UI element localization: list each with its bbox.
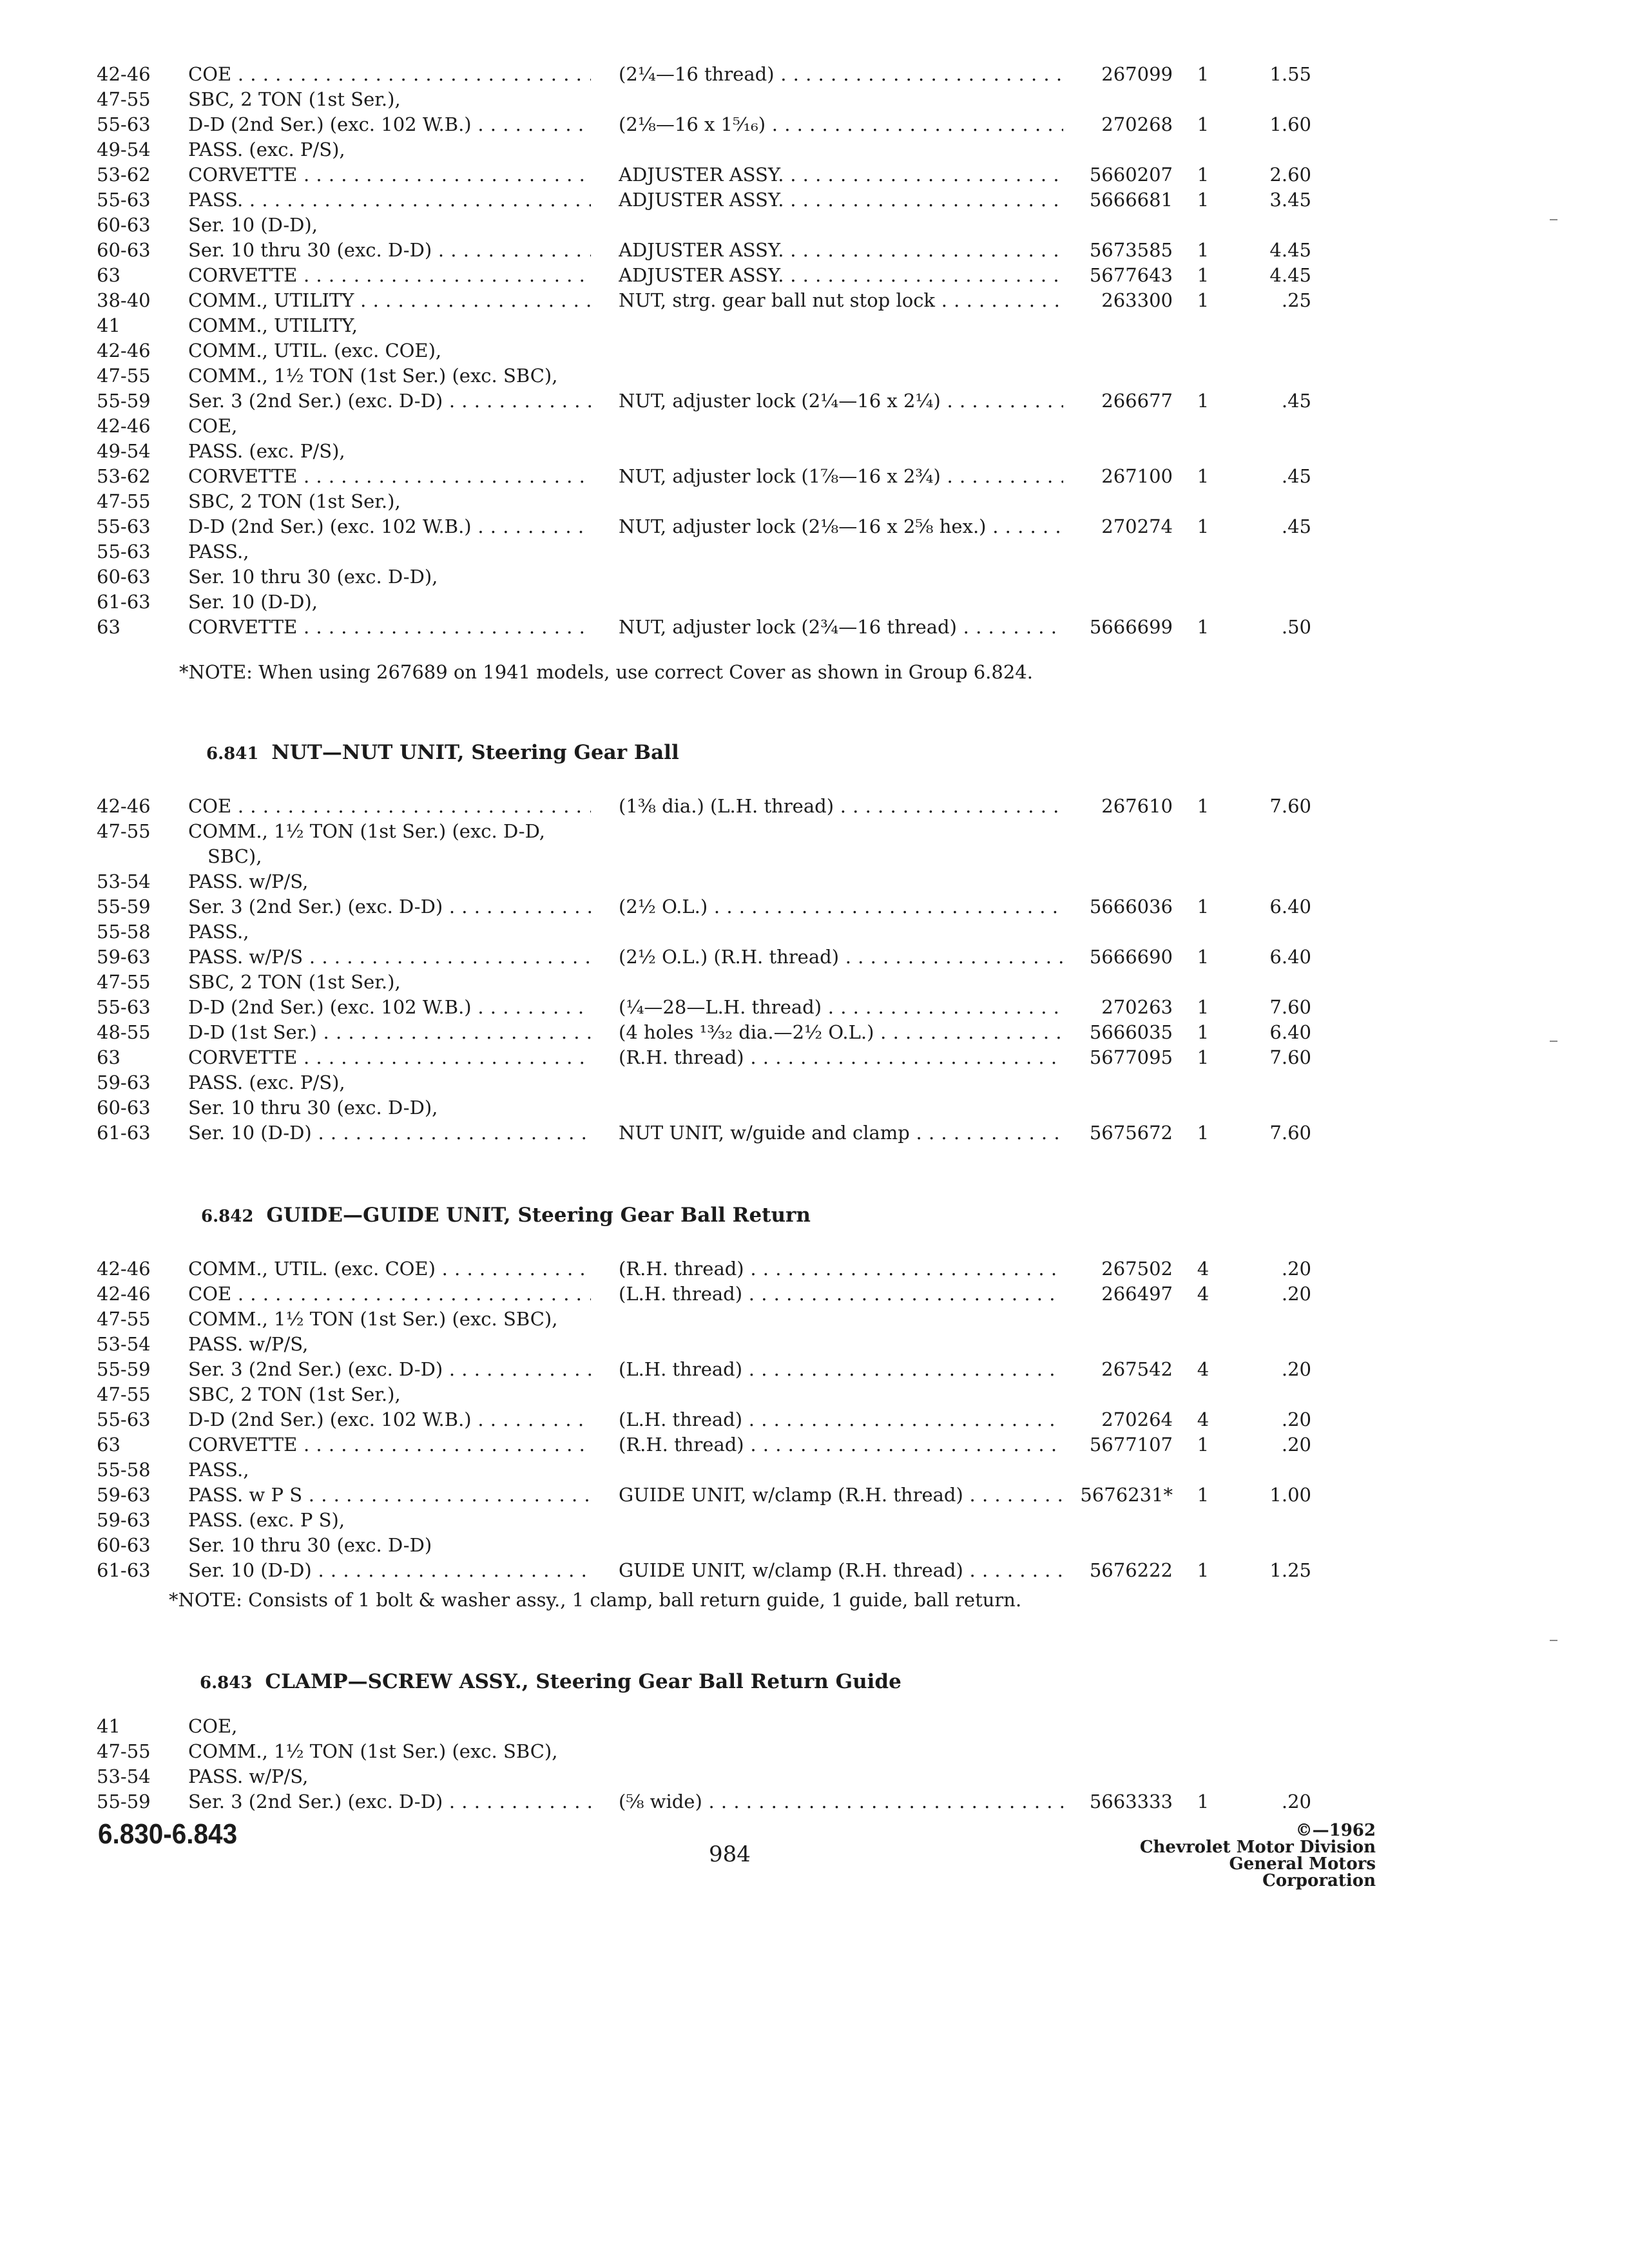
list-price: .45 [1281, 465, 1311, 487]
parts-row [0, 1533, 1629, 1558]
model-years: 42-46 [97, 795, 151, 817]
quantity: 1 [1197, 1434, 1210, 1456]
model-application: D-D (1st Ser.) . . . [188, 1020, 591, 1045]
model-application: Ser. 10 thru 30 (exc. D-D) . . . [188, 238, 591, 263]
part-number: 270264 [1101, 1408, 1173, 1430]
model-application: PASS., [188, 1459, 249, 1481]
part-number: 5666035 [1089, 1021, 1173, 1043]
model-years: 55-58 [97, 921, 151, 943]
model-years: 61-63 [97, 591, 151, 613]
parts-row [0, 1120, 1629, 1146]
page-number: 984 [709, 1841, 751, 1867]
part-description: (R.H. thread) . . . [619, 1432, 1063, 1457]
model-years: 55-63 [97, 189, 151, 211]
parts-row [0, 338, 1629, 363]
model-years: 61-63 [97, 1122, 151, 1144]
list-price: 6.40 [1269, 946, 1311, 968]
section-heading-6-841 [206, 741, 679, 764]
quantity: 1 [1197, 189, 1210, 211]
model-application: PASS. (exc. P/S), [188, 440, 345, 462]
parts-row [0, 363, 1629, 389]
model-years: 41 [97, 314, 120, 336]
model-years: 55-63 [97, 541, 151, 562]
part-number: 5673585 [1089, 239, 1173, 261]
parts-row [0, 1714, 1629, 1739]
quantity: 1 [1197, 289, 1210, 311]
parts-row [0, 1508, 1629, 1533]
quantity: 1 [1197, 113, 1210, 135]
model-application: PASS. w/P/S, [188, 1765, 309, 1787]
copyright: ©—1962 [1295, 1821, 1376, 1840]
list-price: 6.40 [1269, 896, 1311, 918]
part-description: NUT UNIT, w/guide and clamp . . . [619, 1120, 1063, 1146]
model-application: PASS., [188, 921, 249, 943]
section-6-841-rows [0, 794, 1629, 1146]
group-range: 6.830-6.843 [98, 1818, 238, 1850]
quantity: 1 [1197, 390, 1210, 412]
parts-row [0, 1382, 1629, 1407]
model-application: SBC), [207, 845, 262, 867]
model-years: 55-63 [97, 515, 151, 537]
parts-row [0, 945, 1629, 970]
parts-row [0, 87, 1629, 112]
parts-row [0, 1457, 1629, 1483]
model-application: PASS. (exc. P S), [188, 1509, 345, 1531]
model-application: CORVETTE . . . [188, 615, 591, 640]
model-application: SBC, 2 TON (1st Ser.), [188, 1383, 401, 1405]
model-years: 63 [97, 1046, 120, 1068]
quantity: 1 [1197, 1021, 1210, 1043]
parts-row [0, 1256, 1629, 1282]
list-price: 3.45 [1269, 189, 1311, 211]
parts-row [0, 995, 1629, 1020]
list-price: 7.60 [1269, 1122, 1311, 1144]
model-years: 59-63 [97, 1509, 151, 1531]
list-price: 4.45 [1269, 239, 1311, 261]
part-description: (R.H. thread) . . . [619, 1256, 1063, 1282]
part-description: (2½ O.L.) . . . [619, 894, 1063, 919]
parts-row [0, 844, 1629, 869]
part-number: 267542 [1101, 1358, 1173, 1380]
model-application: D-D (2nd Ser.) (exc. 102 W.B.) . . . [188, 1407, 591, 1432]
model-years: 42-46 [97, 63, 151, 85]
model-years: 49-54 [97, 440, 151, 462]
part-number: 267502 [1101, 1258, 1173, 1280]
part-number: 5666036 [1089, 896, 1173, 918]
parts-row [0, 1332, 1629, 1357]
model-application: CORVETTE . . . [188, 263, 591, 288]
model-application: PASS. . . . [188, 187, 591, 213]
model-years: 60-63 [97, 239, 151, 261]
list-price: .25 [1281, 289, 1311, 311]
parts-row [0, 187, 1629, 213]
list-price: .20 [1281, 1408, 1311, 1430]
part-description: (1⅜ dia.) (L.H. thread) . . . [619, 794, 1063, 819]
parts-row [0, 894, 1629, 919]
model-years: 42-46 [97, 1283, 151, 1305]
section-note: *NOTE: When using 267689 on 1941 models, use correct Cover as shown in Group 6.824. [179, 661, 1033, 683]
model-years: 47-55 [97, 1740, 151, 1762]
part-description: (2¼—16 thread) . . . [619, 62, 1063, 87]
parts-row [0, 62, 1629, 87]
model-application: COMM., UTILITY . . . [188, 288, 591, 313]
model-application: SBC, 2 TON (1st Ser.), [188, 971, 401, 993]
parts-row [0, 414, 1629, 439]
part-number: 5666699 [1089, 616, 1173, 638]
part-description: GUIDE UNIT, w/clamp (R.H. thread) . . . [619, 1558, 1063, 1583]
model-application: CORVETTE . . . [188, 1432, 591, 1457]
model-application: COMM., UTIL. (exc. COE), [188, 340, 442, 361]
quantity: 1 [1197, 1791, 1210, 1812]
section-6-843-rows [0, 1714, 1629, 1814]
model-years: 55-58 [97, 1459, 151, 1481]
section-heading-6-842 [201, 1204, 811, 1227]
section-number: 6.843 [200, 1673, 253, 1693]
section-number: 6.841 [206, 744, 259, 764]
model-years: 47-55 [97, 1383, 151, 1405]
part-description: (2½ O.L.) (R.H. thread) . . . [619, 945, 1063, 970]
model-years: 47-55 [97, 820, 151, 842]
part-number: 5677643 [1089, 264, 1173, 286]
quantity: 1 [1197, 946, 1210, 968]
model-application: CORVETTE . . . [188, 1045, 591, 1070]
quantity: 1 [1197, 616, 1210, 638]
model-years: 53-62 [97, 164, 151, 186]
model-application: Ser. 10 (D-D), [188, 591, 318, 613]
parts-row [0, 819, 1629, 844]
parts-row [0, 1764, 1629, 1789]
part-number: 5675672 [1089, 1122, 1173, 1144]
quantity: 4 [1197, 1258, 1210, 1280]
list-price: 1.60 [1269, 113, 1311, 135]
part-number: 270274 [1101, 515, 1173, 537]
list-price: .20 [1281, 1258, 1311, 1280]
list-price: .20 [1281, 1358, 1311, 1380]
model-application: PASS. w/P/S, [188, 870, 309, 892]
model-years: 63 [97, 264, 120, 286]
model-years: 53-54 [97, 1333, 151, 1355]
model-years: 47-55 [97, 971, 151, 993]
part-description: NUT, adjuster lock (2¼—16 x 2¼) . . . [619, 389, 1063, 414]
part-number: 5660207 [1089, 164, 1173, 186]
part-number: 5677095 [1089, 1046, 1173, 1068]
model-years: 55-59 [97, 1791, 151, 1812]
section-6-842-rows [0, 1256, 1629, 1583]
model-years: 55-59 [97, 896, 151, 918]
part-description: (4 holes ¹³⁄₃₂ dia.—2½ O.L.) . . . [619, 1020, 1063, 1045]
model-years: 53-54 [97, 1765, 151, 1787]
parts-row [0, 137, 1629, 162]
part-description: GUIDE UNIT, w/clamp (R.H. thread) . . . [619, 1483, 1063, 1508]
model-application: Ser. 10 (D-D) . . . [188, 1120, 591, 1146]
quantity: 1 [1197, 1559, 1210, 1581]
model-years: 53-54 [97, 870, 151, 892]
parts-row [0, 970, 1629, 995]
parts-row [0, 288, 1629, 313]
model-years: 47-55 [97, 1308, 151, 1330]
parts-row [0, 213, 1629, 238]
model-application: COE, [188, 415, 238, 437]
model-application: COMM., 1½ TON (1st Ser.) (exc. D-D, [188, 820, 546, 842]
section-number: 6.842 [201, 1207, 254, 1226]
model-years: 60-63 [97, 566, 151, 588]
scan-mark [1550, 1041, 1557, 1042]
section-note: *NOTE: Consists of 1 bolt & washer assy., 1 clamp, ball return guide, 1 guide, ball return. [169, 1589, 1022, 1611]
part-number: 266497 [1101, 1283, 1173, 1305]
part-description: ADJUSTER ASSY. . . . [619, 263, 1063, 288]
model-application: Ser. 3 (2nd Ser.) (exc. D-D) . . . [188, 894, 591, 919]
model-application: COE . . . [188, 62, 591, 87]
parts-row [0, 1070, 1629, 1095]
model-years: 42-46 [97, 415, 151, 437]
parts-row [0, 615, 1629, 640]
model-years: 59-63 [97, 1072, 151, 1093]
model-years: 55-59 [97, 390, 151, 412]
parts-row [0, 1357, 1629, 1382]
model-years: 41 [97, 1715, 120, 1737]
model-application: Ser. 10 (D-D), [188, 214, 318, 236]
model-application: SBC, 2 TON (1st Ser.), [188, 88, 401, 110]
part-number: 270268 [1101, 113, 1173, 135]
publisher-block [1124, 1822, 1376, 1889]
parts-row [0, 439, 1629, 464]
parts-row [0, 389, 1629, 414]
quantity: 4 [1197, 1408, 1210, 1430]
quantity: 4 [1197, 1358, 1210, 1380]
quantity: 1 [1197, 239, 1210, 261]
model-application: CORVETTE . . . [188, 464, 591, 489]
part-number: 5663333 [1089, 1791, 1173, 1812]
model-application: COMM., 1½ TON (1st Ser.) (exc. SBC), [188, 1308, 558, 1330]
part-description: ADJUSTER ASSY. . . . [619, 162, 1063, 187]
part-description: NUT, strg. gear ball nut stop lock . . . [619, 288, 1063, 313]
part-description: NUT, adjuster lock (2⅛—16 x 2⅝ hex.) . . . [619, 514, 1063, 539]
model-application: PASS. w/P/S . . . [188, 945, 591, 970]
model-application: D-D (2nd Ser.) (exc. 102 W.B.) . . . [188, 514, 591, 539]
model-application: Ser. 10 thru 30 (exc. D-D), [188, 566, 438, 588]
parts-row [0, 489, 1629, 514]
model-application: COE . . . [188, 1282, 591, 1307]
part-description: (¼—28—L.H. thread) . . . [619, 995, 1063, 1020]
parts-row [0, 263, 1629, 288]
model-years: 63 [97, 1434, 120, 1456]
model-application: COE, [188, 1715, 238, 1737]
model-years: 47-55 [97, 490, 151, 512]
model-years: 48-55 [97, 1021, 151, 1043]
parts-row [0, 313, 1629, 338]
part-number: 267610 [1101, 795, 1173, 817]
parts-row [0, 1095, 1629, 1120]
part-description: (L.H. thread) . . . [619, 1357, 1063, 1382]
scan-mark [1550, 219, 1557, 220]
parts-row [0, 1739, 1629, 1764]
quantity: 1 [1197, 1046, 1210, 1068]
list-price: .20 [1281, 1791, 1311, 1812]
model-years: 60-63 [97, 1097, 151, 1119]
parts-row [0, 539, 1629, 564]
model-years: 47-55 [97, 365, 151, 387]
parts-row [0, 794, 1629, 819]
list-price: 2.60 [1269, 164, 1311, 186]
section-6-840-continued [0, 62, 1629, 640]
parts-row [0, 919, 1629, 945]
model-application: PASS. w P S . . . [188, 1483, 591, 1508]
model-application: Ser. 10 (D-D) . . . [188, 1558, 591, 1583]
model-application: COMM., 1½ TON (1st Ser.) (exc. SBC), [188, 365, 558, 387]
part-description: (L.H. thread) . . . [619, 1407, 1063, 1432]
model-years: 63 [97, 616, 120, 638]
quantity: 1 [1197, 896, 1210, 918]
quantity: 1 [1197, 63, 1210, 85]
model-application: D-D (2nd Ser.) (exc. 102 W.B.) . . . [188, 995, 591, 1020]
model-application: PASS., [188, 541, 249, 562]
parts-row [0, 564, 1629, 590]
model-application: PASS. (exc. P/S), [188, 1072, 345, 1093]
list-price: 7.60 [1269, 1046, 1311, 1068]
model-years: 55-59 [97, 1358, 151, 1380]
parts-row [0, 1483, 1629, 1508]
list-price: 6.40 [1269, 1021, 1311, 1043]
part-number: 5666690 [1089, 946, 1173, 968]
model-application: SBC, 2 TON (1st Ser.), [188, 490, 401, 512]
quantity: 1 [1197, 164, 1210, 186]
scan-mark [1550, 1640, 1557, 1641]
quantity: 4 [1197, 1283, 1210, 1305]
model-years: 49-54 [97, 139, 151, 160]
list-price: 4.45 [1269, 264, 1311, 286]
parts-row [0, 162, 1629, 187]
parts-row [0, 869, 1629, 894]
list-price: 1.55 [1269, 63, 1311, 85]
model-years: 55-63 [97, 113, 151, 135]
parts-row [0, 1789, 1629, 1814]
list-price: 7.60 [1269, 996, 1311, 1018]
parts-row [0, 112, 1629, 137]
list-price: .20 [1281, 1283, 1311, 1305]
quantity: 1 [1197, 515, 1210, 537]
part-description: (2⅛—16 x 1⁵⁄₁₆) . . . [619, 112, 1063, 137]
part-number: 266677 [1101, 390, 1173, 412]
parts-row [0, 1407, 1629, 1432]
part-number: 263300 [1101, 289, 1173, 311]
model-application: CORVETTE . . . [188, 162, 591, 187]
section-title: GUIDE—GUIDE UNIT, Steering Gear Ball Return [266, 1204, 811, 1227]
section-title: CLAMP—SCREW ASSY., Steering Gear Ball Return Guide [265, 1670, 901, 1693]
parts-row [0, 1045, 1629, 1070]
parts-row [0, 1020, 1629, 1045]
quantity: 1 [1197, 1122, 1210, 1144]
model-years: 59-63 [97, 946, 151, 968]
list-price: .45 [1281, 390, 1311, 412]
model-application: Ser. 3 (2nd Ser.) (exc. D-D) . . . [188, 1789, 591, 1814]
part-number: 5666681 [1089, 189, 1173, 211]
quantity: 1 [1197, 996, 1210, 1018]
parts-row [0, 1282, 1629, 1307]
model-application: COMM., UTILITY, [188, 314, 358, 336]
part-number: 270263 [1101, 996, 1173, 1018]
part-description: ADJUSTER ASSY. . . . [619, 187, 1063, 213]
part-description: ADJUSTER ASSY. . . . [619, 238, 1063, 263]
model-years: 38-40 [97, 289, 151, 311]
parts-row [0, 1432, 1629, 1457]
publisher-line-2: General Motors Corporation [1229, 1854, 1376, 1890]
parts-row [0, 238, 1629, 263]
list-price: .20 [1281, 1434, 1311, 1456]
part-number: 267100 [1101, 465, 1173, 487]
part-number: 5676231* [1080, 1484, 1173, 1506]
model-application: COMM., UTIL. (exc. COE) . . . [188, 1256, 591, 1282]
model-years: 55-63 [97, 1408, 151, 1430]
quantity: 1 [1197, 264, 1210, 286]
model-years: 42-46 [97, 1258, 151, 1280]
list-price: 1.00 [1269, 1484, 1311, 1506]
model-years: 42-46 [97, 340, 151, 361]
part-description: (R.H. thread) . . . [619, 1045, 1063, 1070]
model-years: 53-62 [97, 465, 151, 487]
quantity: 1 [1197, 795, 1210, 817]
part-description: (⅝ wide) . . . [619, 1789, 1063, 1814]
model-years: 55-63 [97, 996, 151, 1018]
section-title: NUT—NUT UNIT, Steering Gear Ball [271, 741, 679, 764]
model-application: Ser. 3 (2nd Ser.) (exc. D-D) . . . [188, 389, 591, 414]
model-application: PASS. (exc. P/S), [188, 139, 345, 160]
model-years: 61-63 [97, 1559, 151, 1581]
model-application: PASS. w/P/S, [188, 1333, 309, 1355]
parts-row [0, 514, 1629, 539]
model-application: Ser. 10 thru 30 (exc. D-D) [188, 1534, 432, 1556]
list-price: .50 [1281, 616, 1311, 638]
parts-row [0, 1558, 1629, 1583]
part-description: NUT, adjuster lock (2¾—16 thread) . . . [619, 615, 1063, 640]
publisher-line-1: Chevrolet Motor Division [1139, 1838, 1376, 1857]
section-heading-6-843 [200, 1670, 901, 1693]
part-number: 267099 [1101, 63, 1173, 85]
model-application: Ser. 10 thru 30 (exc. D-D), [188, 1097, 438, 1119]
model-years: 47-55 [97, 88, 151, 110]
model-application: D-D (2nd Ser.) (exc. 102 W.B.) . . . [188, 112, 591, 137]
model-years: 60-63 [97, 214, 151, 236]
part-number: 5677107 [1089, 1434, 1173, 1456]
quantity: 1 [1197, 465, 1210, 487]
model-years: 60-63 [97, 1534, 151, 1556]
part-description: NUT, adjuster lock (1⅞—16 x 2¾) . . . [619, 464, 1063, 489]
parts-row [0, 590, 1629, 615]
model-application: Ser. 3 (2nd Ser.) (exc. D-D) . . . [188, 1357, 591, 1382]
part-number: 5676222 [1089, 1559, 1173, 1581]
model-application: COE . . . [188, 794, 591, 819]
list-price: 1.25 [1269, 1559, 1311, 1581]
list-price: 7.60 [1269, 795, 1311, 817]
quantity: 1 [1197, 1484, 1210, 1506]
model-application: COMM., 1½ TON (1st Ser.) (exc. SBC), [188, 1740, 558, 1762]
model-years: 59-63 [97, 1484, 151, 1506]
parts-row [0, 1307, 1629, 1332]
part-description: (L.H. thread) . . . [619, 1282, 1063, 1307]
list-price: .45 [1281, 515, 1311, 537]
parts-row [0, 464, 1629, 489]
